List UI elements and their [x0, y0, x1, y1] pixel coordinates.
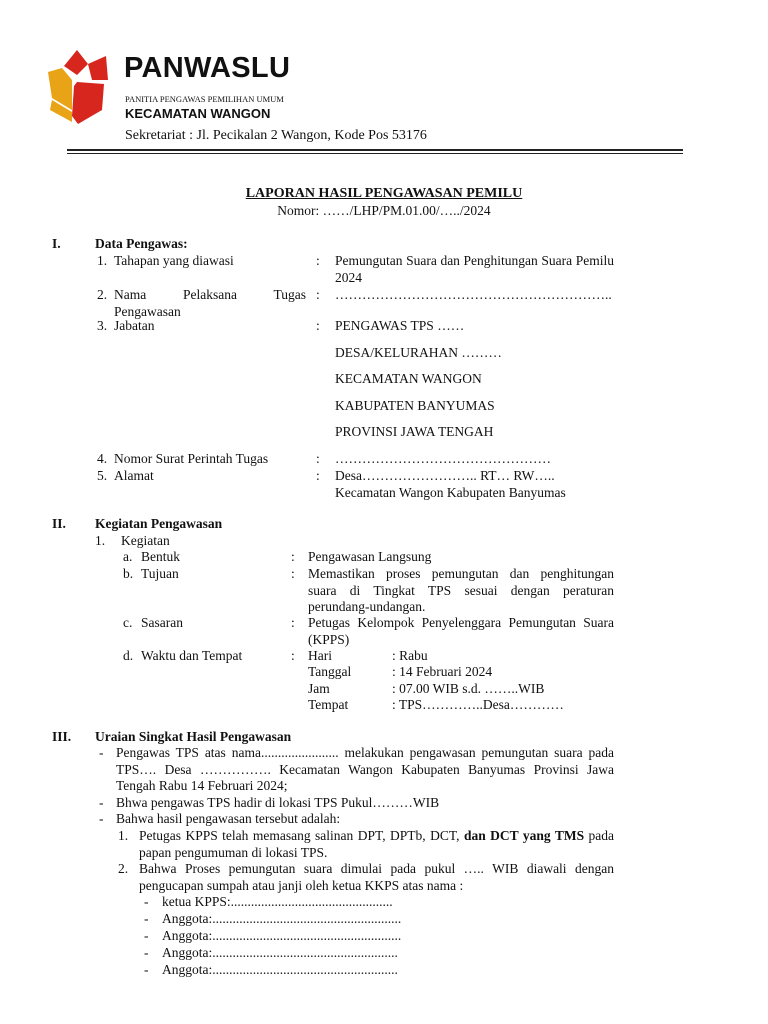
header-divider-thin	[67, 153, 683, 154]
item-separator: :	[291, 566, 295, 581]
item-label: Waktu dan Tempat	[141, 648, 243, 663]
item-value: Pengawasan Langsung	[308, 549, 432, 564]
section-1-number: I.	[52, 236, 61, 251]
official-line: Anggota:........................................................	[162, 928, 402, 943]
point-text-pre: Petugas KPPS telah memasang salinan DPT, DPTb, DCT,	[139, 828, 464, 843]
panwaslu-logo	[44, 50, 110, 128]
section-1-heading: Data Pengawas:	[95, 236, 188, 251]
waktu-value: : 07.00 WIB s.d. ……..WIB	[392, 681, 545, 696]
item-letter: c.	[123, 615, 133, 630]
waktu-value: : 14 Februari 2024	[392, 664, 493, 679]
official-line: Anggota:........................................................	[162, 911, 402, 926]
waktu-value: : Rabu	[392, 648, 428, 663]
document-title: LAPORAN HASIL PENGAWASAN PEMILU	[245, 186, 523, 201]
waktu-key: Tanggal	[308, 664, 352, 679]
official-dash: -	[144, 945, 149, 960]
item-value: ……………………………………………………..	[335, 287, 612, 302]
sub-number: 1.	[95, 533, 106, 548]
section-3-heading: Uraian Singkat Hasil Pengawasan	[95, 729, 292, 744]
item-number: 3.	[97, 318, 108, 333]
item-value: Pemungutan Suara dan Penghitungan Suara Pemilu 2024	[335, 253, 614, 285]
bullet-dash: -	[99, 745, 104, 760]
point-number: 1.	[118, 828, 129, 843]
item-separator: :	[291, 549, 295, 564]
official-dash: -	[144, 928, 149, 943]
point-text-post: pada papan pengumuman di lokasi TPS.	[139, 828, 615, 860]
item-label: Alamat	[114, 468, 154, 483]
bullet-text: Pengawas TPS atas nama....................... melakukan pengawasan pemungutan suara pada TPS…. Desa ……………. Kecamatan Wangon Kabupaten Banyumas Provinsi Jawa Tengah Rabu 14 Februari 2024;	[116, 745, 614, 793]
item-separator: :	[316, 451, 320, 466]
bullet-dash: -	[99, 811, 104, 826]
sub-label: Kegiatan	[121, 533, 170, 548]
item-value: PENGAWAS TPS ……	[335, 318, 465, 333]
item-letter: b.	[123, 566, 134, 581]
item-separator: :	[316, 318, 320, 333]
point-number: 2.	[118, 861, 129, 876]
official-dash: -	[144, 962, 149, 977]
item-value: …………………………………………	[335, 451, 551, 466]
item-label: Nomor Surat Perintah Tugas	[114, 451, 269, 466]
official-dash: -	[144, 894, 149, 909]
jabatan-line: DESA/KELURAHAN ………	[335, 345, 502, 360]
header-divider	[67, 149, 683, 151]
item-separator: :	[291, 615, 295, 630]
jabatan-line: PROVINSI JAWA TENGAH	[335, 424, 494, 439]
item-label: Bentuk	[141, 549, 180, 564]
section-2-heading: Kegiatan Pengawasan	[95, 516, 223, 531]
jabatan-line: KECAMATAN WANGON	[335, 371, 482, 386]
document-number: Nomor: ……/LHP/PM.01.00/…../2024	[277, 203, 491, 218]
item-separator: :	[316, 253, 320, 268]
secretariat-address: Sekretariat : Jl. Pecikalan 2 Wangon, Kode Pos 53176	[125, 128, 427, 143]
official-dash: -	[144, 911, 149, 926]
item-value: Petugas Kelompok Penyelenggara Pemungutan Suara (KPPS)	[308, 615, 614, 647]
jabatan-line: KABUPATEN BANYUMAS	[335, 398, 495, 413]
waktu-value: : TPS…………..Desa…………	[392, 697, 564, 712]
bullet-dash: -	[99, 795, 104, 810]
item-label: Nama Pelaksana Tugas Pengawasan	[114, 287, 306, 319]
item-number: 4.	[97, 451, 108, 466]
item-separator: :	[316, 468, 320, 483]
brand-name: PANWASLU	[124, 52, 291, 84]
item-number: 2.	[97, 287, 108, 302]
point-text: Bahwa Proses pemungutan suara dimulai pada pukul ….. WIB diawali dengan pengucapan sumpah atau janji oleh ketua KKPS atas nama :	[139, 861, 614, 893]
official-line: ketua KPPS:................................................	[162, 894, 393, 909]
item-number: 5.	[97, 468, 108, 483]
alamat-line-2: Kecamatan Wangon Kabupaten Banyumas	[335, 485, 566, 500]
item-letter: a.	[123, 549, 133, 564]
item-label: Jabatan	[114, 318, 155, 333]
item-number: 1.	[97, 253, 108, 268]
official-line: Anggota:.......................................................	[162, 962, 398, 977]
item-separator: :	[291, 648, 295, 663]
item-letter: d.	[123, 648, 134, 663]
brand-subtitle: PANITIA PENGAWAS PEMILIHAN UMUM	[125, 94, 284, 104]
waktu-key: Jam	[308, 681, 330, 696]
item-label: Tujuan	[141, 566, 179, 581]
point-text-bold: dan DCT yang TMS	[463, 828, 585, 843]
section-2-number: II.	[52, 516, 66, 531]
item-separator: :	[316, 287, 320, 302]
item-label: Tahapan yang diawasi	[114, 253, 234, 268]
section-3-number: III.	[52, 729, 72, 744]
item-value: Memastikan proses pemungutan dan penghitungan suara di Tingkat TPS sesuai dengan peraturan perundang-undangan.	[308, 566, 614, 614]
item-value: Desa…………………….. RT… RW…..	[335, 468, 555, 483]
bullet-text: Bahwa hasil pengawasan tersebut adalah:	[116, 811, 341, 826]
waktu-key: Hari	[308, 648, 332, 663]
brand-kecamatan: KECAMATAN WANGON	[125, 106, 271, 121]
waktu-key: Tempat	[308, 697, 349, 712]
item-label: Sasaran	[141, 615, 183, 630]
official-line: Anggota:.......................................................	[162, 945, 398, 960]
bullet-text: Bhwa pengawas TPS hadir di lokasi TPS Pukul………WIB	[116, 795, 440, 810]
point-text	[139, 828, 614, 861]
